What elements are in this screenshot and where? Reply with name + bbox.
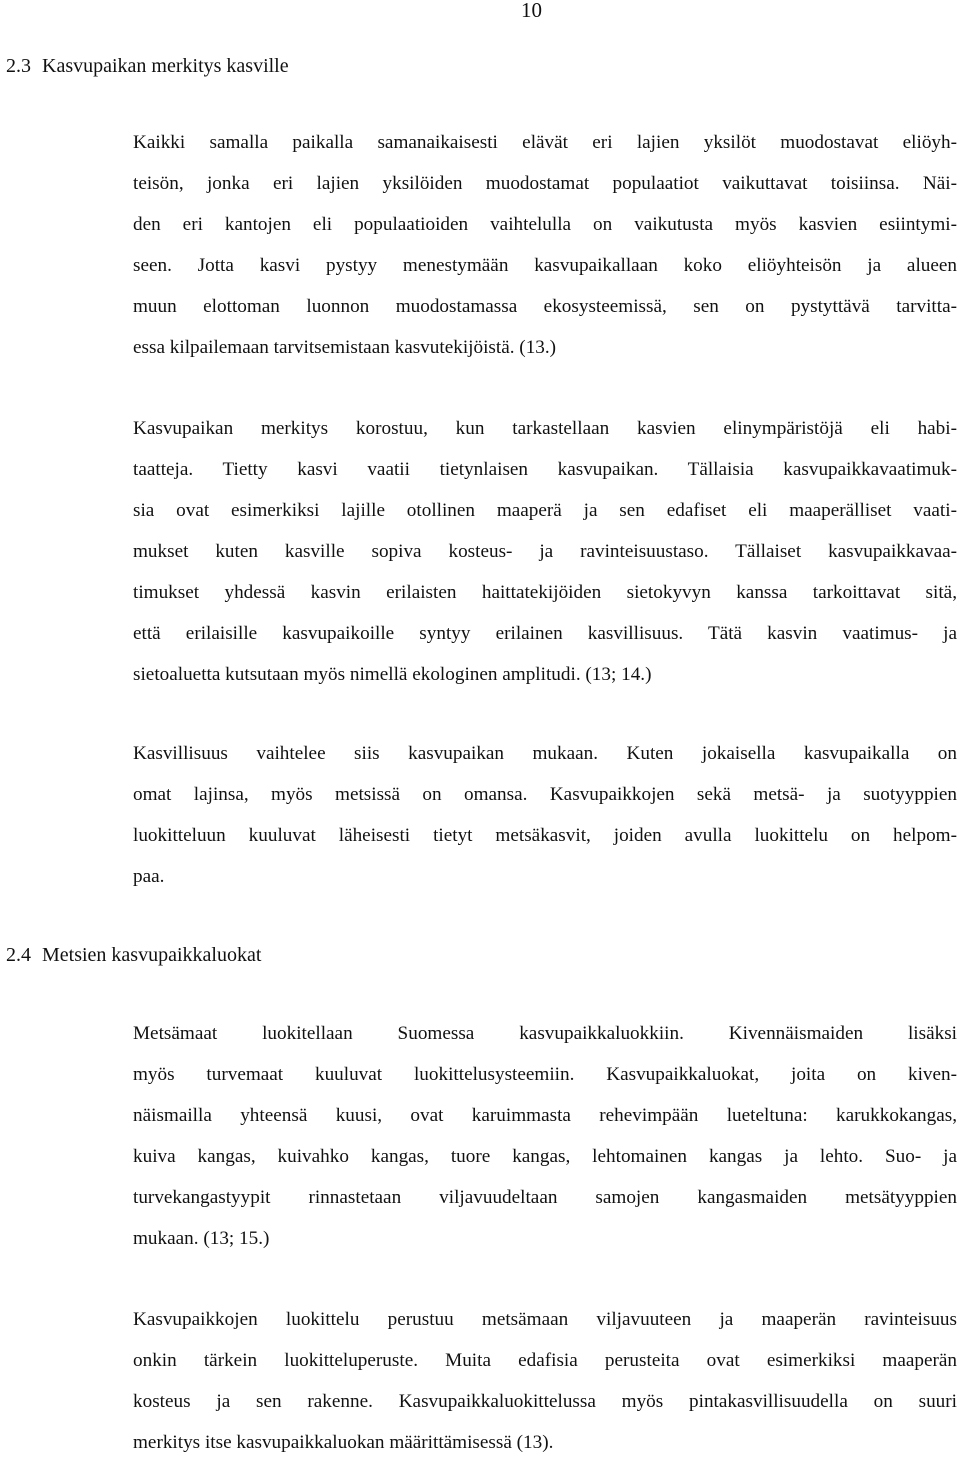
text-line: että erilaisille kasvupaikoille syntyy erilainen kasvillisuus. Tätä kasvin vaatimus- ja [133, 623, 957, 644]
text-line: merkitys itse kasvupaikkaluokan määrittämisessä (13). [133, 1432, 554, 1453]
text-line: Kaikki samalla paikalla samanaikaisesti elävät eri lajien yksilöt muodostavat eliöyh- [133, 132, 957, 153]
section-number: 2.3 [6, 55, 31, 77]
text-line: kosteus ja sen rakenne. Kasvupaikkaluokittelussa myös pintakasvillisuudella on suuri [133, 1391, 957, 1412]
paragraph-2-3-3 [133, 733, 957, 897]
text-line: onkin tärkein luokitteluperuste. Muita edafisia perusteita ovat esimerkiksi maaperän [133, 1350, 957, 1371]
text-line: omat lajinsa, myös metsissä on omansa. Kasvupaikkojen sekä metsä- ja suotyyppien [133, 784, 957, 805]
section-heading-2-3 [6, 54, 289, 78]
text-line: teisön, jonka eri lajien yksilöiden muodostamat populaatiot vaikuttavat toisiinsa. Näi- [133, 173, 957, 194]
text-line: turvekangastyypit rinnastetaan viljavuudeltaan samojen kangasmaiden metsätyyppien [133, 1187, 957, 1208]
text-line: Metsämaat luokitellaan Suomessa kasvupaikkaluokkiin. Kivennäismaiden lisäksi [133, 1023, 957, 1044]
section-title: Kasvupaikan merkitys kasville [42, 55, 289, 77]
text-line: näismailla yhteensä kuusi, ovat karuimmasta rehevimpään lueteltuna: karukkokangas, [133, 1105, 957, 1126]
section-heading-2-4 [6, 943, 261, 967]
text-line: den eri kantojen eli populaatioiden vaihtelulla on vaikutusta myös kasvien esiintymi- [133, 214, 957, 235]
text-line: seen. Jotta kasvi pystyy menestymään kasvupaikallaan koko eliöyhteisön ja alueen [133, 255, 957, 276]
text-line: timukset yhdessä kasvin erilaisten haittatekijöiden sietokyvyn kanssa tarkoittavat sitä, [133, 582, 957, 603]
text-line: Kasvupaikan merkitys korostuu, kun tarkastellaan kasvien elinympäristöjä eli habi- [133, 418, 957, 439]
text-line: taatteja. Tietty kasvi vaatii tietynlaisen kasvupaikan. Tällaisia kasvupaikkavaatimuk- [133, 459, 957, 480]
text-line: mukset kuten kasville sopiva kosteus- ja ravinteisuustaso. Tällaiset kasvupaikkavaa- [133, 541, 957, 562]
text-line: luokitteluun kuuluvat läheisesti tietyt metsäkasvit, joiden avulla luokittelu on helpom- [133, 825, 957, 846]
page-number: 10 [521, 0, 542, 22]
text-line: sietoaluetta kutsutaan myös nimellä ekologinen amplitudi. (13; 14.) [133, 664, 652, 685]
text-line: sia ovat esimerkiksi lajille otollinen maaperä ja sen edafiset eli maaperälliset vaati- [133, 500, 957, 521]
text-line: mukaan. (13; 15.) [133, 1228, 270, 1249]
section-title: Metsien kasvupaikkaluokat [42, 944, 262, 966]
text-line: kuiva kangas, kuivahko kangas, tuore kangas, lehtomainen kangas ja lehto. Suo- ja [133, 1146, 957, 1167]
paragraph-2-3-1 [133, 122, 957, 368]
text-line: myös turvemaat kuuluvat luokittelusysteemiin. Kasvupaikkaluokat, joita on kiven- [133, 1064, 957, 1085]
section-number: 2.4 [6, 944, 31, 966]
text-line: Kasvupaikkojen luokittelu perustuu metsämaan viljavuuteen ja maaperän ravinteisuus [133, 1309, 957, 1330]
text-line: Kasvillisuus vaihtelee siis kasvupaikan mukaan. Kuten jokaisella kasvupaikalla on [133, 743, 957, 764]
text-line: essa kilpailemaan tarvitsemistaan kasvutekijöistä. (13.) [133, 337, 557, 358]
paragraph-2-4-2 [133, 1299, 957, 1463]
paragraph-2-4-1 [133, 1013, 957, 1259]
paragraph-2-3-2 [133, 408, 957, 695]
text-line: muun elottoman luonnon muodostamassa ekosysteemissä, sen on pystyttävä tarvitta- [133, 296, 957, 317]
text-line: paa. [133, 866, 165, 887]
